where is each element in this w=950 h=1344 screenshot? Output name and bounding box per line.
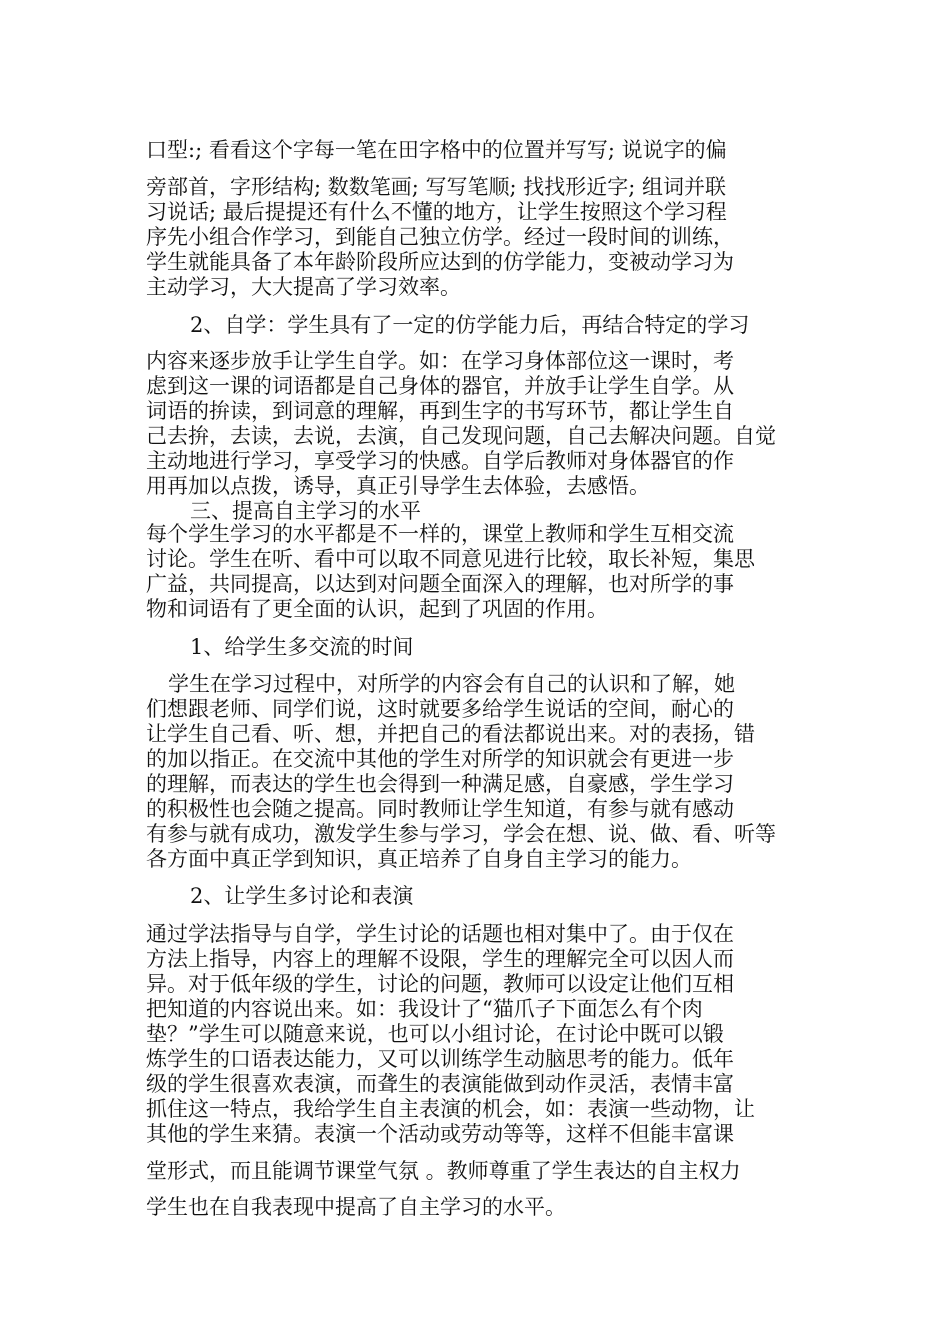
text-line: 用再加以点拨，诱导，真正引导学生去体验，去感悟。 [146,474,650,498]
text-line: 的加以指正。在交流中其他的学生对所学的知识就会有更进一步 [146,747,734,771]
text-line: 每个学生学习的水平都是不一样的，课堂上教师和学生互相交流 [146,522,734,546]
text-line: 各方面中真正学到知识，真正培养了自身自主学习的能力。 [146,847,692,871]
text-line: 学生也在自我表现中提高了自主学习的水平。 [146,1195,566,1219]
text-line: 己去拚，去读，去说，去演，自己发现问题，自己去解决问题。自觉 [146,424,776,448]
text-line: 内容来逐步放手让学生自学。如：在学习身体部位这一课时，考 [146,349,734,373]
text-line: 2、自学：学生具有了一定的仿学能力后，再结合特定的学习 [190,313,750,337]
text-line: 堂形式，而且能调节课堂气氛 。教师尊重了学生表达的自主权力 [146,1159,741,1183]
text-line: 口型:; 看看这个字每一笔在田字格中的位置并写写; 说说字的偏 [146,138,727,162]
text-line: 让学生自己看、听、想，并把自己的看法都说出来。对的表扬，错 [146,722,755,746]
text-line: 讨论。学生在听、看中可以取不同意见进行比较，取长补短，集思 [146,547,755,571]
text-line: 学生在学习过程中，对所学的内容会有自己的认识和了解，她 [168,672,735,696]
text-line: 其他的学生来猜。表演一个活动或劳动等等，这样不但能丰富课 [146,1122,734,1146]
text-line: 虑到这一课的词语都是自己身体的器官，并放手让学生自学。从 [146,374,734,398]
subsection-heading: 1、给学生多交流的时间 [190,635,414,659]
text-line: 广益，共同提高，以达到对问题全面深入的理解，也对所学的事 [146,572,734,596]
text-line: 把知道的内容说出来。如：我设计了“猫爪子下面怎么有个肉 [146,997,703,1021]
text-line: 词语的拚读，到词意的理解，再到生字的书写环节，都让学生自 [146,399,734,423]
text-line: 抓住这一特点，我给学生自主表演的机会，如：表演一些动物，让 [146,1097,755,1121]
text-line: 旁部首，字形结构; 数数笔画; 写写笔顺; 找找形近字; 组词并联 [146,175,726,199]
text-line: 有参与就有成功，激发学生参与学习，学会在想、说、做、看、听等 [146,822,776,846]
text-line: 的积极性也会随之提高。同时教师让学生知道，有参与就有感动 [146,797,734,821]
section-heading: 三、提高自主学习的水平 [190,499,421,523]
text-line: 异。对于低年级的学生，讨论的问题，教师可以设定让他们互相 [146,972,734,996]
text-line: 们想跟老师、同学们说，这时就要多给学生说话的空间，耐心的 [146,697,734,721]
text-line: 物和词语有了更全面的认识，起到了巩固的作用。 [146,597,608,621]
text-line: 习说话; 最后提提还有什么不懂的地方，让学生按照这个学习程 [146,200,727,224]
text-line: 序先小组合作学习，到能自己独立仿学。经过一段时间的训练， [146,225,734,249]
text-line: 主动学习，大大提高了学习效率。 [146,275,461,299]
text-line: 炼学生的口语表达能力，又可以训练学生动脑思考的能力。低年 [146,1047,734,1071]
subsection-heading: 2、让学生多讨论和表演 [190,884,414,908]
text-line: 垫？”学生可以随意来说，也可以小组讨论，在讨论中既可以锻 [146,1022,724,1046]
text-line: 方法上指导，内容上的理解不设限，学生的理解完全可以因人而 [146,947,734,971]
text-line: 通过学法指导与自学，学生讨论的话题也相对集中了。由于仅在 [146,922,734,946]
text-line: 级的学生很喜欢表演，而聋生的表演能做到动作灵活，表情丰富 [146,1072,734,1096]
text-line: 主动地进行学习，享受学习的快感。自学后教师对身体器官的作 [146,449,734,473]
text-line: 学生就能具备了本年龄阶段所应达到的仿学能力，变被动学习为 [146,250,734,274]
text-line: 的理解，而表达的学生也会得到一种满足感，自豪感，学生学习 [146,772,734,796]
